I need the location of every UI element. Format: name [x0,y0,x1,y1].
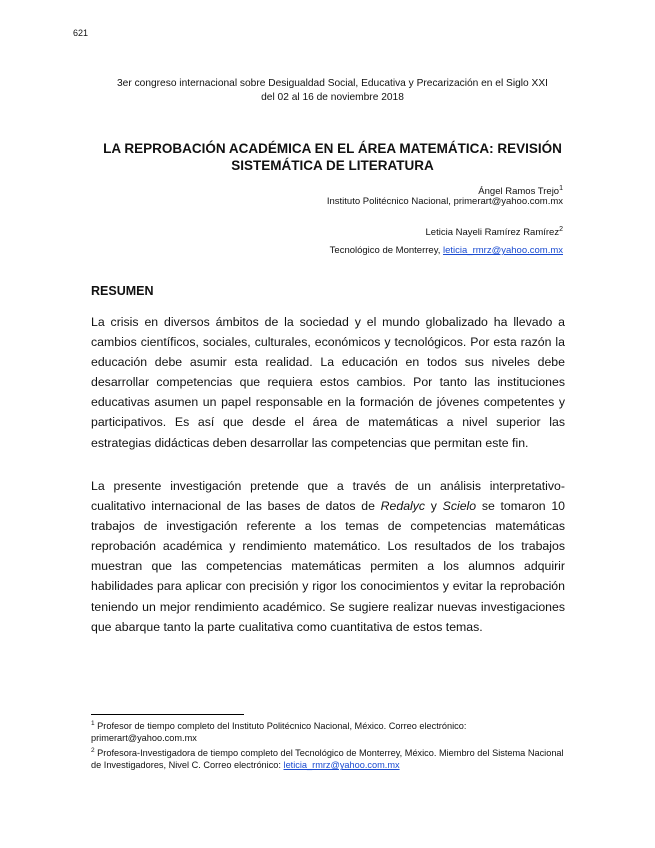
paper-title-line1: LA REPROBACIÓN ACADÉMICA EN EL ÁREA MATEMÁTICA: REVISIÓN [103,141,562,156]
paper-title-line2: SISTEMÁTICA DE LITERATURA [231,158,434,173]
abstract-paragraph-2 [91,476,565,637]
author-2-name [426,224,563,239]
footnote-2-email-link[interactable]: leticia_rmrz@yahoo.com.mx [283,760,400,771]
conference-header [60,77,605,105]
footnote-2-mark: 2 [91,747,95,754]
section-heading-resumen: RESUMEN [91,284,154,298]
footnote-2-text: Profesora-Investigadora de tiempo completo del Tecnológico de Monterrey, México. Miembro del Sistema Nacional de Investigadores, Nivel C. Correo electrónico: [91,748,564,771]
author-2-name-text: Leticia Nayeli Ramírez Ramírez [425,227,560,239]
paper-title [60,140,605,174]
database-redalyc: Redalyc [380,499,426,514]
page-number: 621 [73,28,89,38]
footnote-1-mark: 1 [91,720,95,727]
author-2-footnote-mark: 2 [559,226,563,233]
paragraph-2-part1: La presente investigación pretende que a través de un análisis interpretativo-cualitativo internacional de las bases de datos de [91,479,565,514]
database-scielo: Scielo [442,499,477,514]
author-1-affiliation: Instituto Politécnico Nacional, primerart@yahoo.com.mx [326,196,563,207]
author-2-email-link[interactable]: leticia_rmrz@yahoo.com.mx [443,245,563,256]
footnote-1-text: Profesor de tiempo completo del Instituto Politécnico Nacional, México. Correo electrónico: primerart@yahoo.com.mx [91,721,467,744]
footnote-2 [91,745,565,772]
author-1-footnote-mark: 1 [559,185,563,192]
abstract-paragraph-1: La crisis en diversos ámbitos de la sociedad y el mundo globalizado ha llevado a cambios científicos, sociales, culturales, económicos y tecnológicos. Por esta razón la educación debe asumir esta realidad. La educación en todos sus niveles debe desarrollar competencias que requiera estos cambios. Por tanto las instituciones educativas asumen un papel responsable en la formación de jóvenes competentes y participativos. Es así que desde el área de matemáticas a nivel superior las estrategias didácticas deben desarrollar las competencias que permitan este fin. [91,315,565,450]
author-2-affiliation [330,245,563,257]
author-1-name-text: Ángel Ramos Trejo [478,186,560,198]
footnote-divider [91,714,244,715]
footnote-1 [91,718,565,745]
conference-header-line1: 3er congreso internacional sobre Desigualdad Social, Educativa y Precarización en el Siglo XXI [117,78,548,89]
author-2-affiliation-text: Tecnológico de Monterrey, [329,245,444,256]
conference-header-line2: del 02 al 16 de noviembre 2018 [261,92,404,103]
paragraph-2-conjunction: y [425,499,443,514]
paragraph-2-part2: se tomaron 10 trabajos de investigación referente a los temas de competencias matemáticas reprobación académica y rendimiento matemático. Los resultados de los trabajos muestran que las competencias matemáticas permiten a los alumnos adquirir habilidades para aplicar con precisión y rigor los conocimientos y evitar la reprobación teniendo un mejor rendimiento académico. Se sugiere realizar nuevas investigaciones que abarque tanto la parte cualitativa como cuantitativa de estos temas. [91,499,565,634]
